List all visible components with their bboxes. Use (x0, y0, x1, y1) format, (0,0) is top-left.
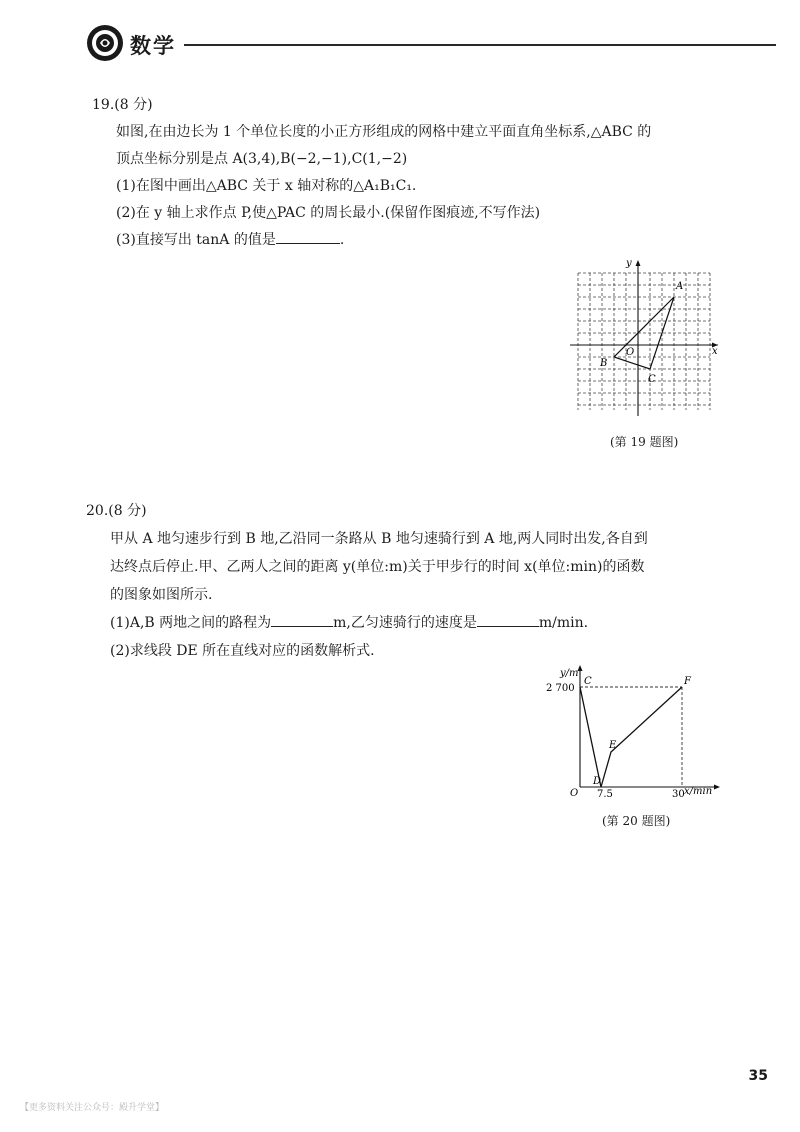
origin-label: O (626, 347, 635, 358)
origin-label: O (570, 788, 579, 799)
q20-stem-line2: 达终点后停止.甲、乙两人之间的距离 y(单位:m)关于甲步行的时间 x(单位:min)的函数 (110, 559, 645, 575)
footer-watermark: 【更多资料关注公众号：殿升学堂】 (20, 1103, 165, 1113)
q20-number: 20.(8 分) (86, 503, 147, 519)
y-axis-label: y/m (560, 668, 579, 679)
q20-part1-text: (1)A,B 两地之间的路程为 (110, 615, 272, 631)
q19-part3 (116, 229, 344, 249)
q19-part3-end: . (339, 232, 345, 248)
distance-function-line (580, 687, 682, 787)
q20-stem-line1: 甲从 A 地匀速步行到 B 地,乙沿同一条路从 B 地匀速骑行到 A 地,两人同时出发,各自到 (110, 531, 648, 547)
header-rule (184, 44, 776, 46)
q19-part1: (1)在图中画出△ABC 关于 x 轴对称的△A₁B₁C₁. (116, 178, 417, 194)
q19-part3-text: (3)直接写出 tanA 的值是 (116, 232, 276, 248)
point-f-label: F (684, 676, 691, 687)
q20-part1-mid: m,乙匀速骑行的速度是 (333, 615, 477, 631)
subject-title: 数学 (130, 33, 176, 58)
q19-figure-caption: (第 19 题图) (610, 435, 679, 449)
point-d-label: D (593, 776, 602, 787)
vertex-c-label: C (648, 374, 656, 385)
q20-figure-caption: (第 20 题图) (602, 814, 671, 828)
q19-number: 19.(8 分) (92, 97, 153, 113)
q19-coordinate-grid-figure (568, 256, 724, 418)
point-c-label: C (584, 676, 592, 687)
x-axis-label: x/min (684, 786, 713, 797)
vertex-a-label: A (676, 281, 684, 292)
q20-part1-end: m/min. (538, 615, 589, 631)
guide-lines (580, 687, 682, 787)
page-number: 35 (748, 1068, 768, 1084)
q20-distance-blank[interactable] (271, 612, 333, 627)
q19-part2: (2)在 y 轴上求作点 P,使△PAC 的周长最小.(保留作图痕迹,不写作法) (116, 205, 541, 221)
page-header (86, 24, 776, 64)
q20-stem-line3: 的图象如图所示. (110, 587, 213, 603)
q19-stem-line1: 如图,在由边长为 1 个单位长度的小正方形组成的网格中建立平面直角坐标系,△ABC 的 (116, 124, 652, 140)
q20-part1 (110, 612, 588, 632)
x-axis-label: x (712, 346, 718, 357)
y-axis-label: y (626, 258, 632, 269)
q19-answer-blank[interactable] (276, 229, 340, 244)
x-axis-arrow-icon (714, 785, 720, 790)
y-tick-2700: 2 700 (546, 683, 575, 694)
y-axis-arrow-icon (636, 260, 641, 266)
x-tick-30: 30 (672, 789, 685, 800)
q20-function-graph-figure (546, 660, 730, 800)
q20-part2: (2)求线段 DE 所在直线对应的函数解析式. (110, 643, 375, 659)
grid-lines (578, 273, 710, 410)
swirl-logo-icon (86, 24, 124, 62)
x-tick-7-5: 7.5 (597, 789, 613, 800)
vertex-b-label: B (600, 358, 608, 369)
q19-stem-line2: 顶点坐标分别是点 A(3,4),B(−2,−1),C(1,−2) (116, 151, 408, 167)
q20-speed-blank[interactable] (477, 612, 539, 627)
point-e-label: E (609, 740, 617, 751)
